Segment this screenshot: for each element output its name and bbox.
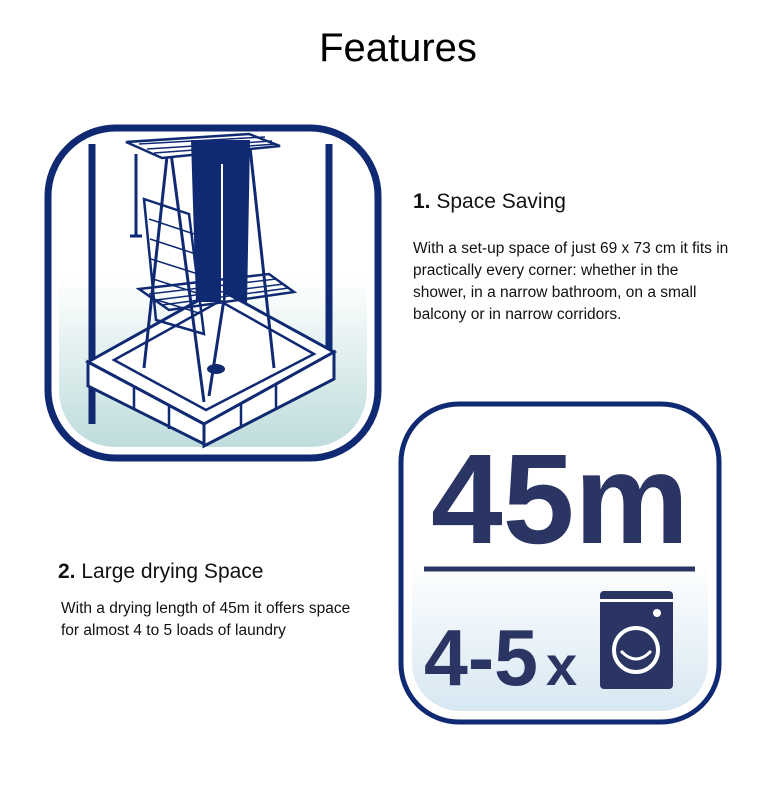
feature-title: Space Saving [436,190,566,213]
feature-title: Large drying Space [81,560,264,583]
capacity-icon [398,401,722,725]
washing-machine-icon [600,591,673,689]
shower-dryer-icon [44,124,382,462]
feature-number: 1. [413,190,431,213]
feature-space-saving [413,190,733,326]
loads-value: 4-5 [424,613,538,702]
feature-heading [58,560,378,584]
page-title: Features [319,26,477,70]
feature-heading [413,190,733,214]
feature-description: With a set-up space of just 69 x 73 cm it fits in practically every corner: whether in the shower, in a narrow bathroom, on a small balcony or in narrow corridors. [413,240,729,323]
multiplier-symbol: x [546,634,578,697]
feature-description: With a drying length of 45m it offers space for almost 4 to 5 loads of laundry [61,600,351,639]
feature-number: 2. [58,560,76,583]
length-value: 45m [431,428,689,571]
feature-large-drying-space [58,560,378,642]
